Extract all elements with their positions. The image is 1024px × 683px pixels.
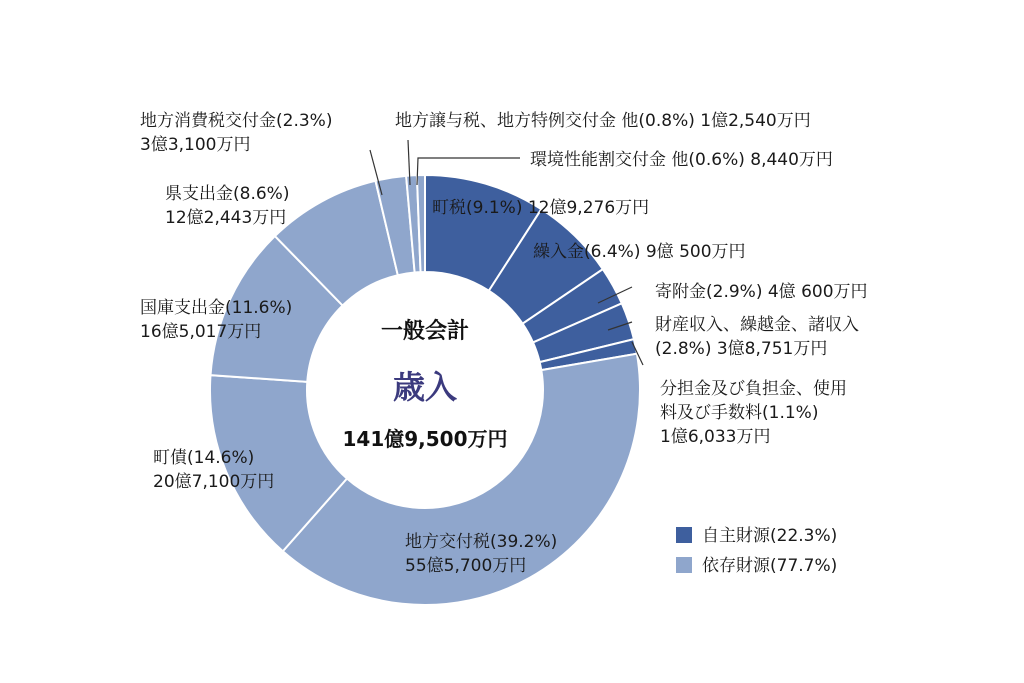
- legend-label-dependent: 依存財源(77.7%): [702, 556, 838, 576]
- center-main-label: 歳入: [392, 368, 458, 406]
- slice-label-11-line-1: 環境性能割交付金 他(0.6%) 8,440万円: [530, 150, 833, 170]
- slice-label-4-line-2: 料及び手数料(1.1%): [660, 403, 819, 423]
- legend: [676, 526, 837, 576]
- legend-label-own: 自主財源(22.3%): [702, 526, 838, 546]
- slice-label-5-line-1: 地方交付税(39.2%): [405, 532, 558, 552]
- slice-label-3-line-1: 財産収入、繰越金、諸収入: [655, 315, 859, 335]
- legend-swatch-dependent: [676, 557, 692, 573]
- slice-label-6-line-1: 町債(14.6%): [153, 448, 255, 468]
- slice-label-9-line-1: 地方消費税交付金(2.3%): [140, 111, 333, 131]
- slice-label-2-line-1: 寄附金(2.9%) 4億 600万円: [655, 282, 868, 302]
- center-text: [342, 318, 507, 451]
- slice-label-8-line-2: 12億2,443万円: [165, 208, 287, 228]
- center-title: 一般会計: [380, 319, 470, 344]
- slice-label-6-line-2: 20億7,100万円: [153, 472, 275, 492]
- slice-label-7-line-1: 国庫支出金(11.6%): [140, 298, 293, 318]
- slice-label-0-line-1: 町税(9.1%) 12億9,276万円: [432, 198, 650, 218]
- slice-label-5-line-2: 55億5,700万円: [405, 556, 527, 576]
- slice-label-7-line-2: 16億5,017万円: [140, 322, 262, 342]
- slice-label-10-line-1: 地方譲与税、地方特例交付金 他(0.8%) 1億2,540万円: [395, 111, 811, 131]
- center-total-amount: 141億9,500万円: [342, 427, 508, 451]
- slice-label-4-line-3: 1億6,033万円: [660, 427, 771, 447]
- legend-swatch-own: [676, 527, 692, 543]
- slice-label-3-line-2: (2.8%) 3億8,751万円: [655, 339, 828, 359]
- slice-label-9-line-2: 3億3,100万円: [140, 135, 251, 155]
- slice-label-8-line-1: 県支出金(8.6%): [165, 184, 290, 204]
- slice-label-1-line-1: 繰入金(6.4%) 9億 500万円: [533, 242, 746, 262]
- slice-label-4-line-1: 分担金及び負担金、使用: [660, 379, 847, 399]
